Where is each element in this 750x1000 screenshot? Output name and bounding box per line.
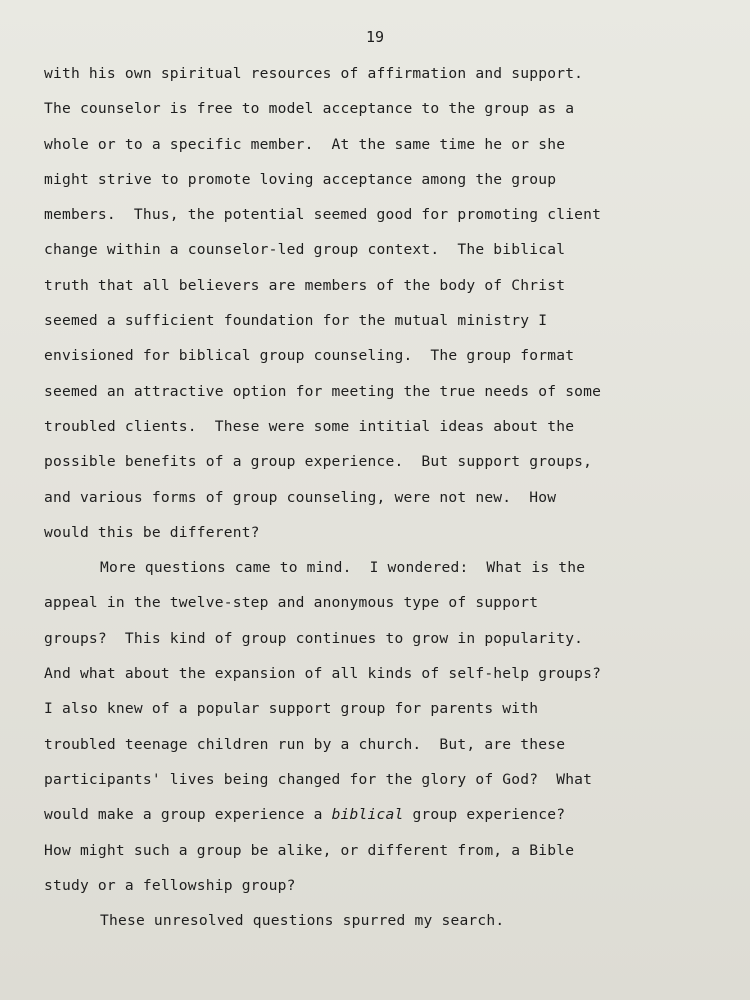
paragraph-start-line: These unresolved questions spurred my search. — [100, 912, 505, 930]
emphasis-text: biblical — [331, 806, 404, 824]
paragraph-start-line: More questions came to mind. I wondered: What is the — [100, 559, 586, 577]
text-line: troubled teenage children run by a church. But, are these — [44, 735, 566, 753]
text-line-with-emphasis — [44, 797, 734, 832]
text-line: seemed an attractive option for meeting the true needs of some — [44, 382, 602, 400]
text-line: How might such a group be alike, or different from, a Bible — [44, 841, 575, 859]
text-line: members. Thus, the potential seemed good for promoting client — [44, 206, 602, 224]
text-line: envisioned for biblical group counseling. The group format — [44, 347, 575, 365]
text-line: groups? This kind of group continues to grow in popularity. — [44, 629, 584, 647]
text-segment: would make a group experience a — [44, 806, 332, 824]
text-line: and various forms of group counseling, were not new. How — [44, 488, 557, 506]
text-line: might strive to promote loving acceptance among the group — [44, 170, 557, 188]
text-line: with his own spiritual resources of affirmation and support. — [44, 65, 584, 82]
text-line: whole or to a specific member. At the same time he or she — [44, 135, 566, 153]
text-line: appeal in the twelve-step and anonymous type of support — [44, 594, 539, 612]
text-line: study or a fellowship group? — [44, 876, 296, 894]
body-text — [44, 56, 734, 938]
text-line: participants' lives being changed for the glory of God? What — [44, 770, 593, 788]
text-line: troubled clients. These were some intitial ideas about the — [44, 417, 575, 435]
text-line: truth that all believers are members of the body of Christ — [44, 276, 566, 294]
text-line: possible benefits of a group experience. But support groups, — [44, 453, 593, 471]
text-line: seemed a sufficient foundation for the mutual ministry I — [44, 312, 548, 330]
page-number: 19 — [365, 28, 385, 46]
text-line: The counselor is free to model acceptance to the group as a — [44, 100, 575, 118]
text-segment: group experience? — [403, 806, 566, 824]
text-line: would this be different? — [44, 523, 260, 541]
text-line: I also knew of a popular support group for parents with — [44, 700, 539, 718]
text-line: change within a counselor-led group context. The biblical — [44, 241, 566, 259]
text-line: And what about the expansion of all kinds of self-help groups? — [44, 665, 602, 683]
